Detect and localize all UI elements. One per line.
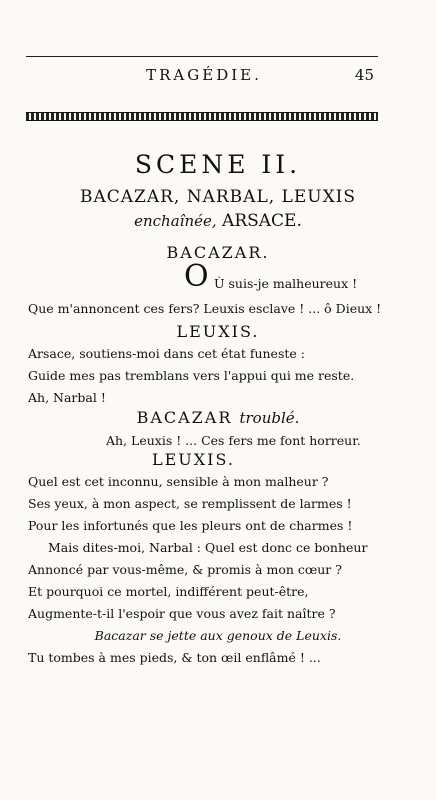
characters-italic: enchaînée,: [134, 212, 217, 230]
page-number: 45: [354, 66, 374, 84]
verse-line: Ah, Leuxis ! ... Ces fers me font horreur.: [106, 433, 361, 448]
speaker-name: BACAZAR: [136, 408, 233, 427]
verse-line: Ses yeux, à mon aspect, se remplissent de larmes !: [28, 496, 352, 511]
speaker-leuxis: LEUXIS.: [152, 450, 235, 469]
verse-line: Que m'annoncent ces fers? Leuxis esclave ! ... ô Dieux !: [28, 301, 382, 316]
top-rule: [26, 56, 378, 57]
verse-line: Tu tombes à mes pieds, & ton œil enflâmé ! ...: [28, 650, 321, 665]
verse-line: Annoncé par vous-même, & promis à mon cœur ?: [28, 562, 342, 577]
speaker-leuxis: LEUXIS.: [176, 322, 260, 341]
verse-line: Guide mes pas tremblans vers l'appui qui me reste.: [28, 368, 355, 383]
verse-line: Pour les infortunés que les pleurs ont de charmes !: [28, 518, 353, 533]
speaker-direction: troublé.: [239, 409, 300, 427]
verse-line: Et pourquoi ce mortel, indifférent peut-être,: [28, 584, 309, 599]
ornamental-rule: [26, 112, 378, 121]
characters-line-1: BACAZAR, NARBAL, LEUXIS: [79, 187, 357, 207]
verse-line: Mais dites-moi, Narbal : Quel est donc ce bonheur: [48, 540, 368, 555]
drop-capital: O: [184, 259, 209, 294]
verse-line: Ah, Narbal !: [28, 390, 106, 405]
running-title: TRAGÉDIE.: [146, 66, 262, 84]
verse-line: Ù suis-je malheureux !: [214, 276, 358, 291]
stage-direction: Bacazar se jette aux genoux de Leuxis.: [94, 628, 342, 643]
verse-line: Augmente-t-il l'espoir que vous avez fait naître ?: [28, 606, 336, 621]
speaker-bacazar-troubled: [0, 408, 436, 427]
characters-rest: ARSACE.: [222, 211, 302, 231]
verse-line: Quel est cet inconnu, sensible à mon malheur ?: [28, 474, 329, 489]
scene-title: SCENE II.: [134, 150, 302, 179]
characters-line-2: [0, 211, 436, 231]
speaker-bacazar: BACAZAR.: [166, 243, 270, 262]
verse-line: Arsace, soutiens-moi dans cet état funeste :: [28, 346, 305, 361]
